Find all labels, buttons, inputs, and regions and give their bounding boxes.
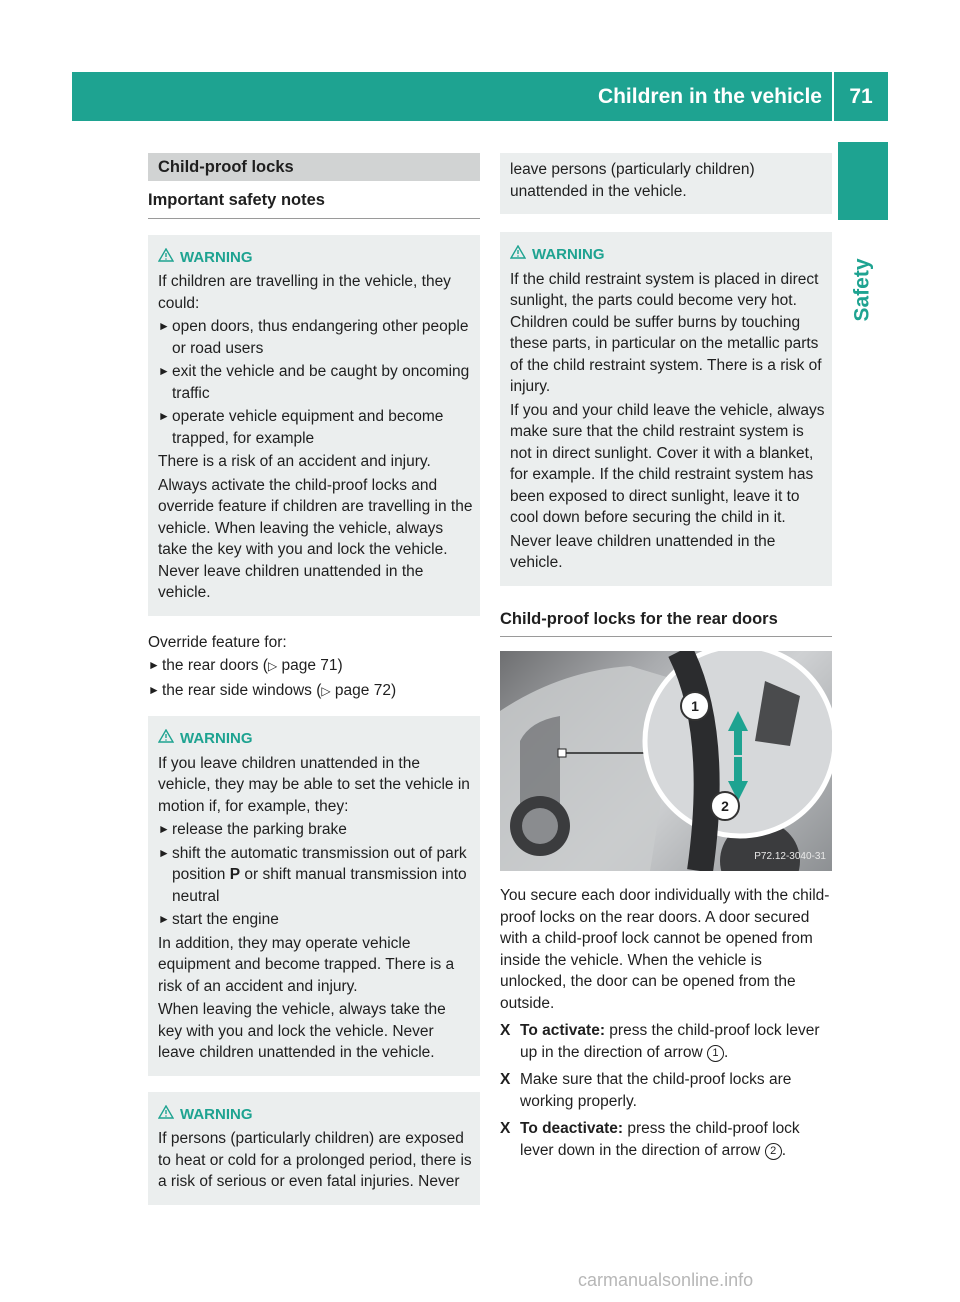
list-item [148,655,480,678]
list-item-text: operate vehicle equipment and become trapped, for example [172,408,444,447]
step-icon: X [500,1071,511,1088]
rear-door-body [500,871,832,1161]
arrow-1-ref: 1 [707,1045,724,1062]
warning-text: Never leave children unattended in the vehicle. [510,532,776,571]
warning-heading [158,247,473,269]
warning-text: If persons (particularly children) are exposed to heat or cold for a prolonged period, there is a risk of serious or even fatal injuries. Never [158,1130,472,1190]
warning-triangle-icon [158,247,180,269]
page-reference-link[interactable]: page 72 [334,681,391,699]
step-icon: X [500,1022,511,1039]
list-item-text: open doors, thus endangering other people or road users [172,318,469,357]
body-text: You secure each door individually with the child-proof locks on the rear doors. A door secured with a child-proof lock cannot be opened from inside the vehicle. When the vehicle is unlocked, the door can be opened from the outside. [500,887,830,1012]
list-item-text: start the engine [172,911,279,928]
step-icon: X [500,1120,511,1137]
bullet-icon: ► [158,822,170,836]
page-header [72,72,888,121]
warning-box-sunlight [500,232,832,586]
page-ref-arrow-icon: ▷ [321,683,331,698]
warning-intro: If you leave children unattended in the vehicle, they may be able to set the vehicle in motion if, for example, they: [158,754,470,815]
list-item [158,406,473,449]
car-door-drawing [500,651,832,871]
warning-box-motion [148,716,480,1076]
subheading-safety-notes: Important safety notes [148,181,480,219]
list-item [158,819,473,841]
step-check [500,1069,832,1112]
left-column [148,153,480,1205]
step-text: Make sure that the child-proof locks are working properly. [520,1071,792,1110]
list-item-text: exit the vehicle and be caught by oncoming traffic [172,363,470,402]
chapter-title: Children in the vehicle [597,84,822,108]
warning-continued-text: leave persons (particularly children) unattended in the vehicle. [510,161,755,200]
warning-label: WARNING [180,248,253,266]
bullet-icon: ► [158,364,170,378]
section-title: Child-proof locks [148,153,480,181]
page-reference-link[interactable]: page 71 [281,657,338,674]
watermark: carmanualsonline.info [578,1270,754,1290]
warning-instruction-text: When leaving the vehicle, always take the key with you and lock the vehicle. Never leave children unattended in the vehicle. [158,1001,446,1061]
step-text: To activate: press the child-proof lock lever up in the direction of arrow 1 . [520,1022,820,1061]
rear-door-lock-illustration [500,651,832,871]
side-tab-marker [838,142,888,220]
warning-continued [500,153,832,214]
subheading-rear-doors: Child-proof locks for the rear doors [500,600,832,638]
warning-instruction-text: Always activate the child-proof locks and override feature if children are travelling in the vehicle. When leaving the vehicle, always take the key with you and lock the vehicle. Never leave children unattended in the vehicle. [158,476,473,601]
override-intro: Override feature for: [148,633,287,651]
callout-1: 1 [680,691,710,721]
callout-2: 2 [710,791,740,821]
step-deactivate [500,1118,832,1161]
warning-label: WARNING [532,246,605,263]
warning-box-children [148,235,480,616]
warning-triangle-icon [158,1104,180,1126]
list-item [158,843,473,908]
list-item [158,361,473,404]
bullet-icon: ► [158,319,170,333]
list-item [158,909,473,931]
list-item [148,680,480,703]
right-column [500,153,832,1163]
warning-triangle-icon [158,728,180,750]
list-item-text: the rear side windows (▷ page 72) [162,681,397,699]
list-item-text: release the parking brake [172,821,347,838]
bullet-icon: ► [158,845,170,860]
figure-code: P72.12-3040-31 [754,850,826,862]
list-item-text: shift the automatic transmission out of park position P or shift manual transmission into neutral [172,844,467,905]
warning-box-heat [148,1092,480,1205]
list-item-text: the rear doors (▷ page 71) [162,657,343,674]
page-number: 71 [849,84,873,108]
page-ref-arrow-icon: ▷ [267,659,278,673]
warning-heading [158,728,473,750]
step-activate [500,1020,832,1063]
side-tab-text: Safety [851,258,874,322]
arrow-2-ref: 2 [765,1143,782,1160]
bullet-icon: ► [158,409,170,423]
bullet-icon: ► [148,658,160,672]
warning-heading [510,244,825,266]
warning-intro: If children are travelling in the vehicle, they could: [158,273,451,312]
list-item [158,316,473,359]
step-text: To deactivate: press the child-proof lock lever down in the direction of arrow 2 . [520,1120,800,1159]
warning-label: WARNING [180,730,253,747]
warning-label: WARNING [180,1105,253,1123]
warning-heading [158,1104,473,1126]
warning-text: If you and your child leave the vehicle, always make sure that the child restraint system is not in direct sunlight. Cover it with a blanket, for example. If the child restraint system has been exposed to direct sunlight, leave it to cool down before securing the child in it. [510,401,825,526]
override-feature-block [148,616,480,703]
warning-triangle-icon [510,244,532,266]
warning-risk-text: In addition, they may operate vehicle equipment and become trapped. There is a risk of an accident and injury. [158,934,455,995]
bullet-icon: ► [158,912,170,926]
side-tab-label [838,230,888,350]
bullet-icon: ► [148,682,160,697]
warning-text: If the child restraint system is placed in direct sunlight, the parts could become very hot. Children could be suffer burns by touching these parts, in particular on the metallic parts of the child restraint system. There is a risk of injury. [510,270,822,395]
warning-risk-text: There is a risk of an accident and injury. [158,453,431,470]
